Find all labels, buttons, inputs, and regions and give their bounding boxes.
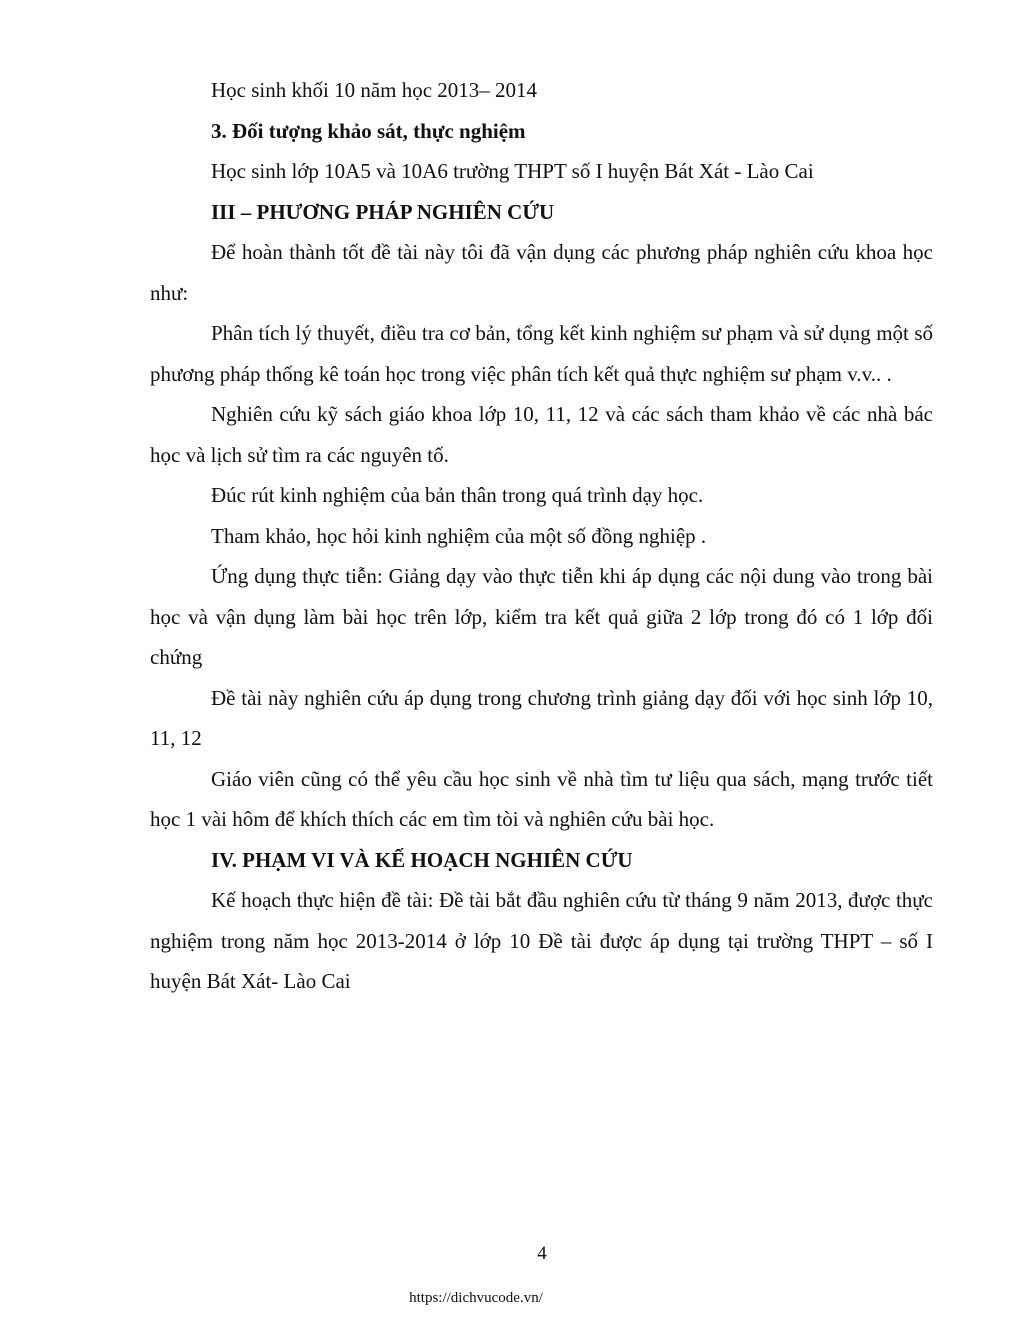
paragraph-theory-analysis: Phân tích lý thuyết, điều tra cơ bản, tổng kết kinh nghiệm sư phạm và sử dụng một số phương pháp thống kê toán học trong việc phân tích kết quả thực nghiệm sư phạm v.v.. . bbox=[150, 321, 933, 386]
paragraph-methods-intro: Để hoàn thành tốt đề tài này tôi đã vận dụng các phương pháp nghiên cứu khoa học như: bbox=[150, 240, 933, 305]
paragraph-colleagues: Tham khảo, học hỏi kinh nghiệm của một số đồng nghiệp . bbox=[211, 523, 707, 548]
page-number: 4 bbox=[537, 1243, 547, 1264]
paragraph-plan: Kế hoạch thực hiện đề tài: Đề tài bắt đầu nghiên cứu từ tháng 9 năm 2013, được thực nghiệm trong năm học 2013-2014 ở lớp 10 Đề tài được áp dụng tại trường THPT – số I huyện Bát Xát- Lào Cai bbox=[150, 888, 933, 993]
heading-research-methods: III – PHƯƠNG PHÁP NGHIÊN CỨU bbox=[211, 199, 555, 224]
paragraph-application: Ứng dụng thực tiễn: Giảng dạy vào thực tiễn khi áp dụng các nội dung vào trong bài học và vận dụng làm bài học trên lớp, kiểm tra kết quả giữa 2 lớp trong đó có 1 lớp đối chứng bbox=[150, 564, 933, 669]
heading-research-subjects: 3. Đối tượng khảo sát, thực nghiệm bbox=[211, 118, 526, 143]
paragraph-teacher-request: Giáo viên cũng có thể yêu cầu học sinh về nhà tìm tư liệu qua sách, mạng trước tiết học 1 vài hôm để khích thích các em tìm tòi và nghiên cứu bài học. bbox=[150, 766, 933, 831]
paragraph-textbook-study: Nghiên cứu kỹ sách giáo khoa lớp 10, 11, 12 và các sách tham khảo về các nhà bác học và lịch sử tìm ra các nguyên tố. bbox=[150, 402, 933, 467]
paragraph-scope-grades: Đề tài này nghiên cứu áp dụng trong chương trình giảng dạy đối với học sinh lớp 10, 11, 12 bbox=[150, 685, 933, 750]
paragraph-target-students: Học sinh khối 10 năm học 2013– 2014 bbox=[211, 78, 538, 102]
document-body bbox=[150, 70, 933, 1002]
heading-scope-plan: IV. PHẠM VI VÀ KẾ HOẠCH NGHIÊN CỨU bbox=[211, 847, 633, 872]
paragraph-classes: Học sinh lớp 10A5 và 10A6 trường THPT số I huyện Bát Xát - Lào Cai bbox=[211, 159, 814, 183]
footer-url: https://dichvucode.vn/ bbox=[409, 1290, 543, 1306]
paragraph-experience: Đúc rút kinh nghiệm của bản thân trong quá trình dạy học. bbox=[211, 483, 704, 507]
